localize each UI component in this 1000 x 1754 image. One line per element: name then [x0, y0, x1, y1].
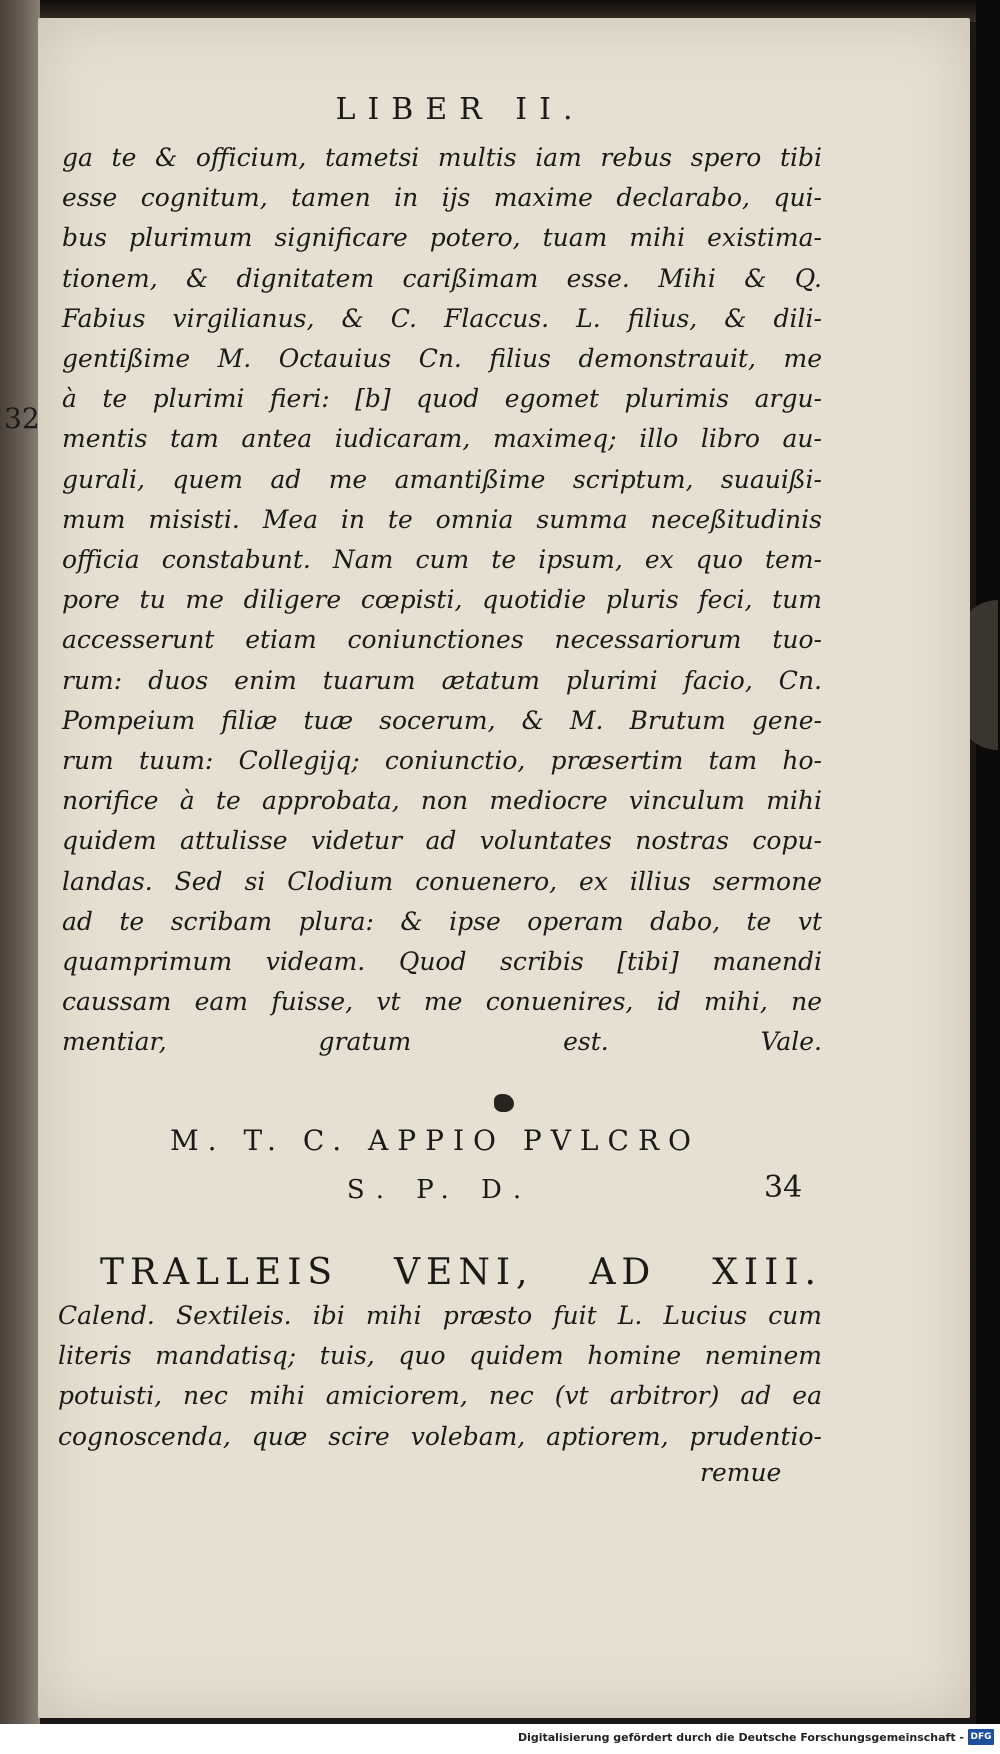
- text-line: ad te scribam plura: & ipse operam dabo, te vt: [62, 906, 822, 936]
- text-line: mentiar, gratum est. Vale.: [62, 1027, 822, 1057]
- letter-incipit: TRALLEIS VENI, AD XIII.: [100, 1252, 822, 1293]
- margin-number-left: 32: [4, 402, 40, 435]
- digitization-credit: Digitalisierung gefördert durch die Deutsche Forschungsgemeinschaft -: [517, 1731, 964, 1744]
- text-line: caussam eam fuisse, vt me conuenires, id mihi, ne: [62, 987, 822, 1017]
- text-line: quamprimum videam. Quod scribis [tibi] manendi: [62, 947, 822, 977]
- text-line: officia constabunt. Nam cum te ipsum, ex quo tem-: [62, 545, 822, 575]
- margin-number-right: 34: [764, 1170, 803, 1205]
- letter-text: [58, 1296, 822, 1457]
- letter-line: literis mandatisq; tuis, quo quidem homine neminem: [58, 1341, 822, 1371]
- catchword: remue: [700, 1458, 782, 1487]
- text-line: rum: duos enim tuarum ætatum plurimi facio, Cn.: [62, 665, 822, 695]
- letter-line: cognoscenda, quæ scire volebam, aptiorem, prudentio-: [58, 1421, 822, 1451]
- text-line: esse cognitum, tamen in ijs maxime declarabo, qui-: [62, 183, 822, 213]
- text-line: mentis tam antea iudicaram, maximeq; illo libro au-: [62, 424, 822, 454]
- text-line: mum misisti. Mea in te omnia summa neceßitudinis: [62, 504, 822, 534]
- text-line: rum tuum: Collegijq; coniunctio, præsertim tam ho-: [62, 746, 822, 776]
- letter-line: Calend. Sextileis. ibi mihi præsto fuit L. Lucius cum: [58, 1301, 822, 1330]
- text-line: bus plurimum significare potero, tuam mihi existima-: [62, 223, 822, 253]
- ink-blot-ornament: [494, 1094, 514, 1112]
- letter-heading: M. T. C. APPIO PVLCRO: [170, 1124, 700, 1157]
- text-line: landas. Sed si Clodium conuenero, ex illius sermone: [62, 866, 822, 896]
- text-line: gurali, quem ad me amantißime scriptum, suauißi-: [62, 464, 822, 494]
- letter-salutation: S. P. D.: [346, 1175, 534, 1205]
- book-spine-right: [976, 0, 1000, 1754]
- text-line: gentißime M. Octauius Cn. filius demonstrauit, me: [62, 344, 822, 374]
- text-line: pore tu me diligere cœpisti, quotidie pluris feci, tum: [62, 585, 822, 615]
- page-edge-left: [0, 0, 40, 1754]
- text-line: accesserunt etiam coniunctiones necessariorum tuo-: [62, 625, 822, 655]
- text-line: Pompeium filiæ tuæ socerum, & M. Brutum gene-: [62, 705, 822, 735]
- dfg-logo: DFG: [968, 1729, 994, 1745]
- text-line: ga te & officium, tametsi multis iam rebus spero tibi: [62, 143, 822, 172]
- letter-line: potuisti, nec mihi amiciorem, nec (vt arbitror) ad ea: [58, 1381, 822, 1411]
- text-line: Fabius virgilianus, & C. Flaccus. L. filius, & dili-: [62, 303, 822, 333]
- text-line: quidem attulisse videtur ad voluntates nostras copu-: [62, 826, 822, 856]
- text-line: tionem, & dignitatem carißimam esse. Mihi & Q.: [62, 263, 822, 293]
- text-line: à te plurimi fieri: [b] quod egomet plurimis argu-: [62, 384, 822, 414]
- text-line: norifice à te approbata, non mediocre vinculum mihi: [62, 786, 822, 816]
- running-head: LIBER II.: [335, 92, 585, 127]
- body-text: [62, 138, 822, 1063]
